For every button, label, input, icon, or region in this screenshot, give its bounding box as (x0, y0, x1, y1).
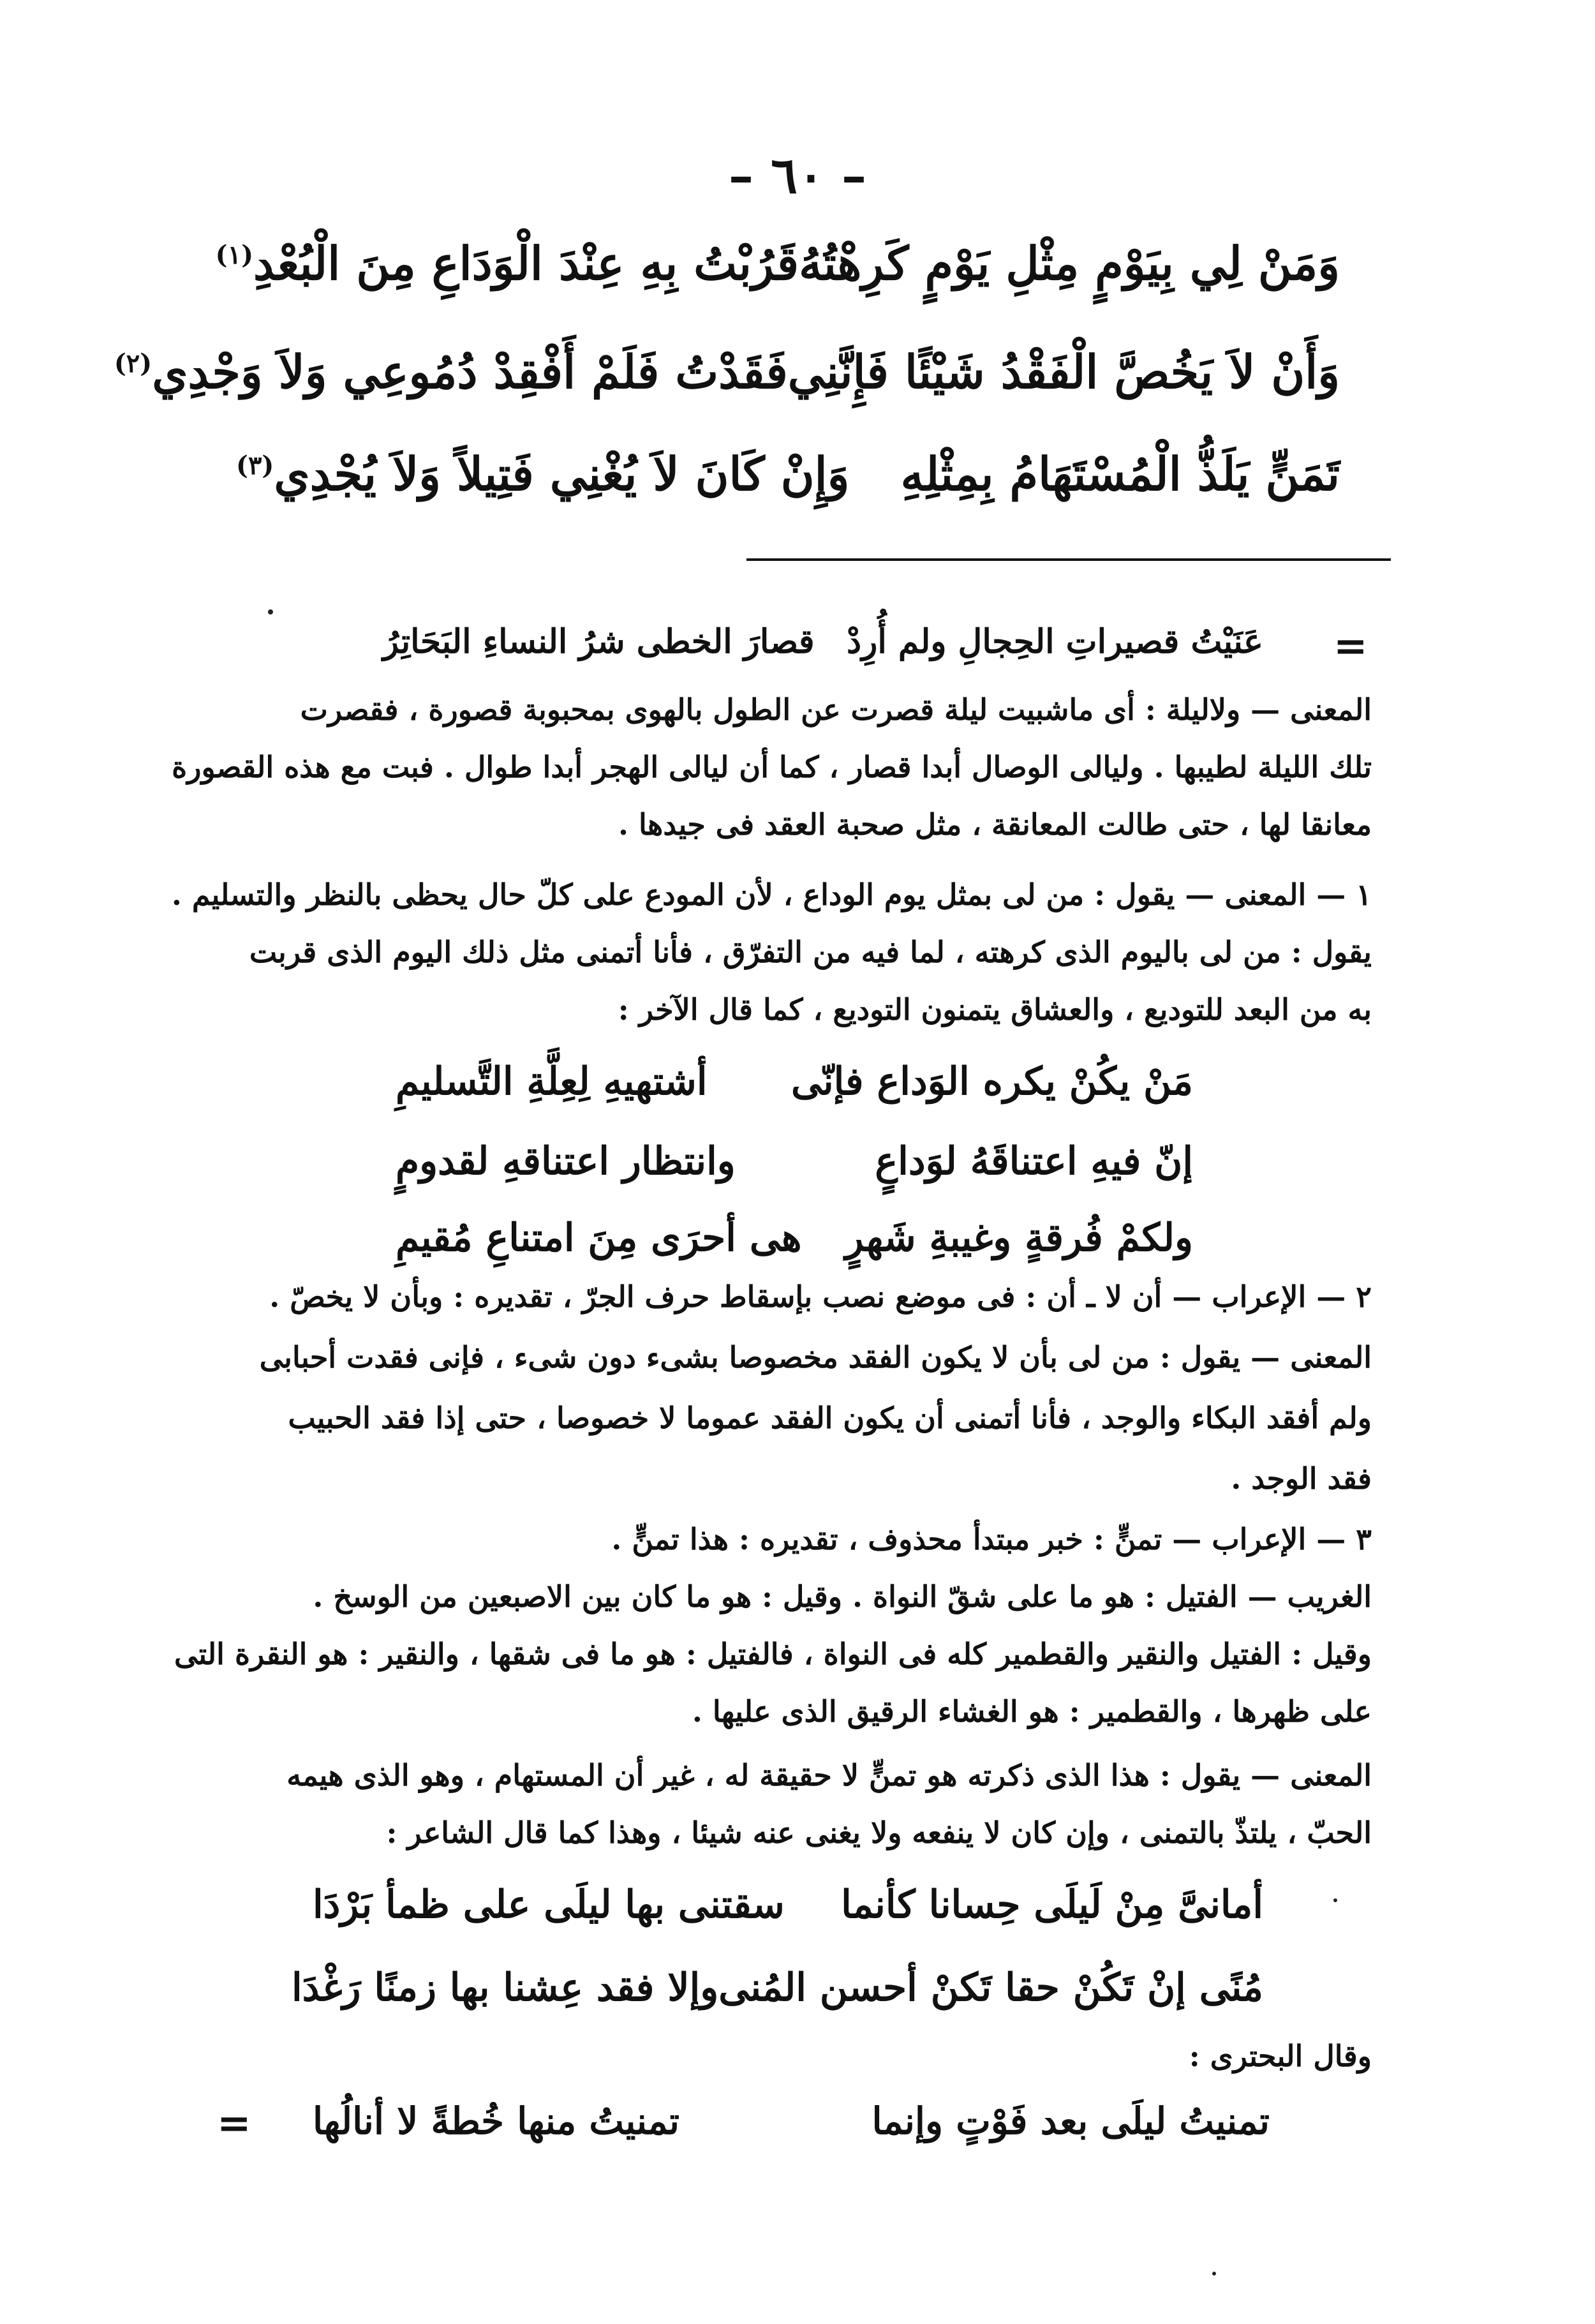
text-line: على ظهرها ، والقطمير : هو الغشاء الرقيق الذى عليها . (692, 1694, 1372, 1729)
verse-hemistich-right: ولكمْ فُرقةٍ وغيبةِ شَهرٍ (845, 1216, 1193, 1260)
verse-line-1 (215, 236, 1340, 290)
text-line: تلك الليلة لطيبها . وليالى الوصال أبدا قصار ، كما أن ليالى الهجر أبدا طوال . فبت مع هذه القصورة (172, 750, 1372, 784)
verse-hemistich-left: قصارَ الخطى شرُ النساءِ البَحَاتِرُ (383, 622, 815, 661)
text-line: به من البعد للتوديع ، والعشاق يتمنون التوديع ، كما قال الآخر : (618, 992, 1372, 1027)
verse-hemistich-left: وَإِنْ كَانَ لاَ يُغْنِي فَتِيلاً وَلاَ يُجْدِي(٣) (236, 447, 850, 501)
text-line: يقول : من لى باليوم الذى كرهته ، لما فيه من التفرّق ، فأنا أتمنى مثل ذلك اليوم الذى قربت (249, 935, 1372, 969)
verse-hemistich-right: مُنًى إنْ تَكُنْ حقا تَكنْ أحسن المُنى (718, 1965, 1263, 2010)
quote-verse-4 (313, 1882, 1263, 1927)
verse-hemistich-left: وانتظار اعتناقهِ لقدومٍ (396, 1139, 736, 1184)
verse-hemistich-right: تمنيتُ ليلَى بعد فَوْتٍ وإنما (872, 2099, 1270, 2143)
text-line: ٣ — الإعراب — تمنٍّ : خبر مبتدأ محذوف ، تقديره : هذا تمنٍّ . (611, 1522, 1372, 1556)
footnote-marker: (١) (215, 240, 254, 270)
verse-hemistich-right: تَمَنٍّ يَلَذُّ الْمُسْتَهَامُ بِمِثْلِهِ (900, 447, 1340, 501)
attribution-line: وقال البحترى : (1189, 2039, 1372, 2073)
verse-hemistich-left: فَقَدْتُ فَلَمْ أَفْقِدْ دُمُوعِي وَلاَ وَجْدِي(٢) (114, 345, 788, 399)
quote-verse-2 (396, 1139, 1193, 1184)
text-line: معانقا لها ، حتى طالت المعانقة ، مثل صحبة العقد فى جيدها . (618, 807, 1372, 842)
text-line: المعنى — يقول : من لى بأن لا يكون الفقد مخصوصا بشىء دون شىء ، فإنى فقدت أحبابى (259, 1340, 1372, 1374)
verse-hemistich-left: هى أحرَى مِنَ امتناعِ مُقيمِ (396, 1216, 802, 1260)
verse-hemistich-left: وإلا فقد عِشنا بها زمنًا رَغْدَا (292, 1965, 719, 2010)
carry-verse (383, 622, 1263, 661)
page-number: – ٦٠ – (728, 147, 867, 205)
verse-hemistich-left: أشتهيهِ لِعِلَّةِ التَّسليمِ (396, 1059, 708, 1104)
quote-verse-3 (396, 1216, 1193, 1260)
verse-hemistich-left: تمنيتُ منها خُطةً لا أنالُها (313, 2099, 679, 2143)
quote-verse-5 (292, 1965, 1263, 2010)
text-line: المعنى — ولاليلة : أى ماشبيت ليلة قصرت عن الطول بالهوى بمحبوبة قصورة ، فقصرت (300, 692, 1372, 727)
quote-verse-1 (396, 1059, 1193, 1104)
text-line: ٢ — الإعراب — أن لا ـ أن : فى موضع نصب بإسقاط حرف الجرّ ، تقديره : وبأن لا يخصّ . (269, 1279, 1372, 1314)
text-line: وقيل : الفتيل والنقير والقطمير كله فى النواة ، فالفتيل : هو ما فى شقها ، والنقير : هو النقرة التى (174, 1637, 1372, 1671)
footnote-marker: (٣) (236, 451, 274, 480)
text-line: ولم أفقد البكاء والوجد ، فأنا أتمنى أن يكون الفقد عموما لا خصوصا ، حتى إذا فقد الحبيب (288, 1401, 1372, 1435)
text-line: الحبّ ، يلتذّ بالتمنى ، وإن كان لا ينفعه ولا يغنى عنه شيئا ، وهذا كما قال الشاعر : (386, 1815, 1372, 1850)
verse-hemistich-right: إنّ فيهِ اعتناقَهُ لوَداعٍ (875, 1139, 1193, 1184)
verse-hemistich-right: وَأَنْ لاَ يَخُصَّ الْفَقْدُ شَيْئًا فَإِنَّنِي (787, 345, 1340, 399)
text-line: ١ — المعنى — يقول : من لى بمثل يوم الوداع ، لأن المودع على كلّ حال يحظى بالنظر والتسليم . (171, 877, 1372, 912)
verse-hemistich-right: مَنْ يكُنْ يكره الوَداع فإنّى (790, 1059, 1193, 1104)
footnote-separator (746, 558, 1391, 561)
print-speck (268, 609, 273, 615)
verse-line-3 (236, 447, 1340, 501)
footnote-marker: (٢) (114, 348, 152, 378)
continuation-marker-left: = (217, 2099, 251, 2147)
print-speck (1333, 1898, 1337, 1902)
verse-hemistich-right: أمانىَّ مِنْ لَيلَى حِسانا كأنما (841, 1882, 1263, 1927)
continuation-marker-right: = (1333, 622, 1368, 670)
verse-hemistich-left: قَرُبْتُ بِهِ عِنْدَ الْوَدَاعِ مِنَ الْبُعْدِ(١) (215, 236, 799, 290)
verse-hemistich-left: سقتنى بها ليلَى على ظمأ بَرْدَا (313, 1882, 785, 1927)
text-line: المعنى — يقول : هذا الذى ذكرته هو تمنٍّ لا حقيقة له ، غير أن المستهام ، وهو الذى هيمه (286, 1758, 1372, 1792)
final-verse (313, 2099, 1270, 2143)
text-line: فقد الوجد . (1231, 1461, 1372, 1496)
print-speck (1212, 2272, 1216, 2276)
verse-hemistich-right: وَمَنْ لِي بِيَوْمٍ مِثْلِ يَوْمٍ كَرِهْتُهُ (799, 236, 1340, 290)
verse-line-2 (114, 345, 1340, 399)
verse-hemistich-right: عَنَيْتُ قصيراتِ الحِجالِ ولم أُرِدْ (847, 622, 1263, 661)
text-line: الغريب — الفتيل : هو ما على شقّ النواة . وقيل : هو ما كان بين الاصبعين من الوسخ . (313, 1579, 1372, 1614)
